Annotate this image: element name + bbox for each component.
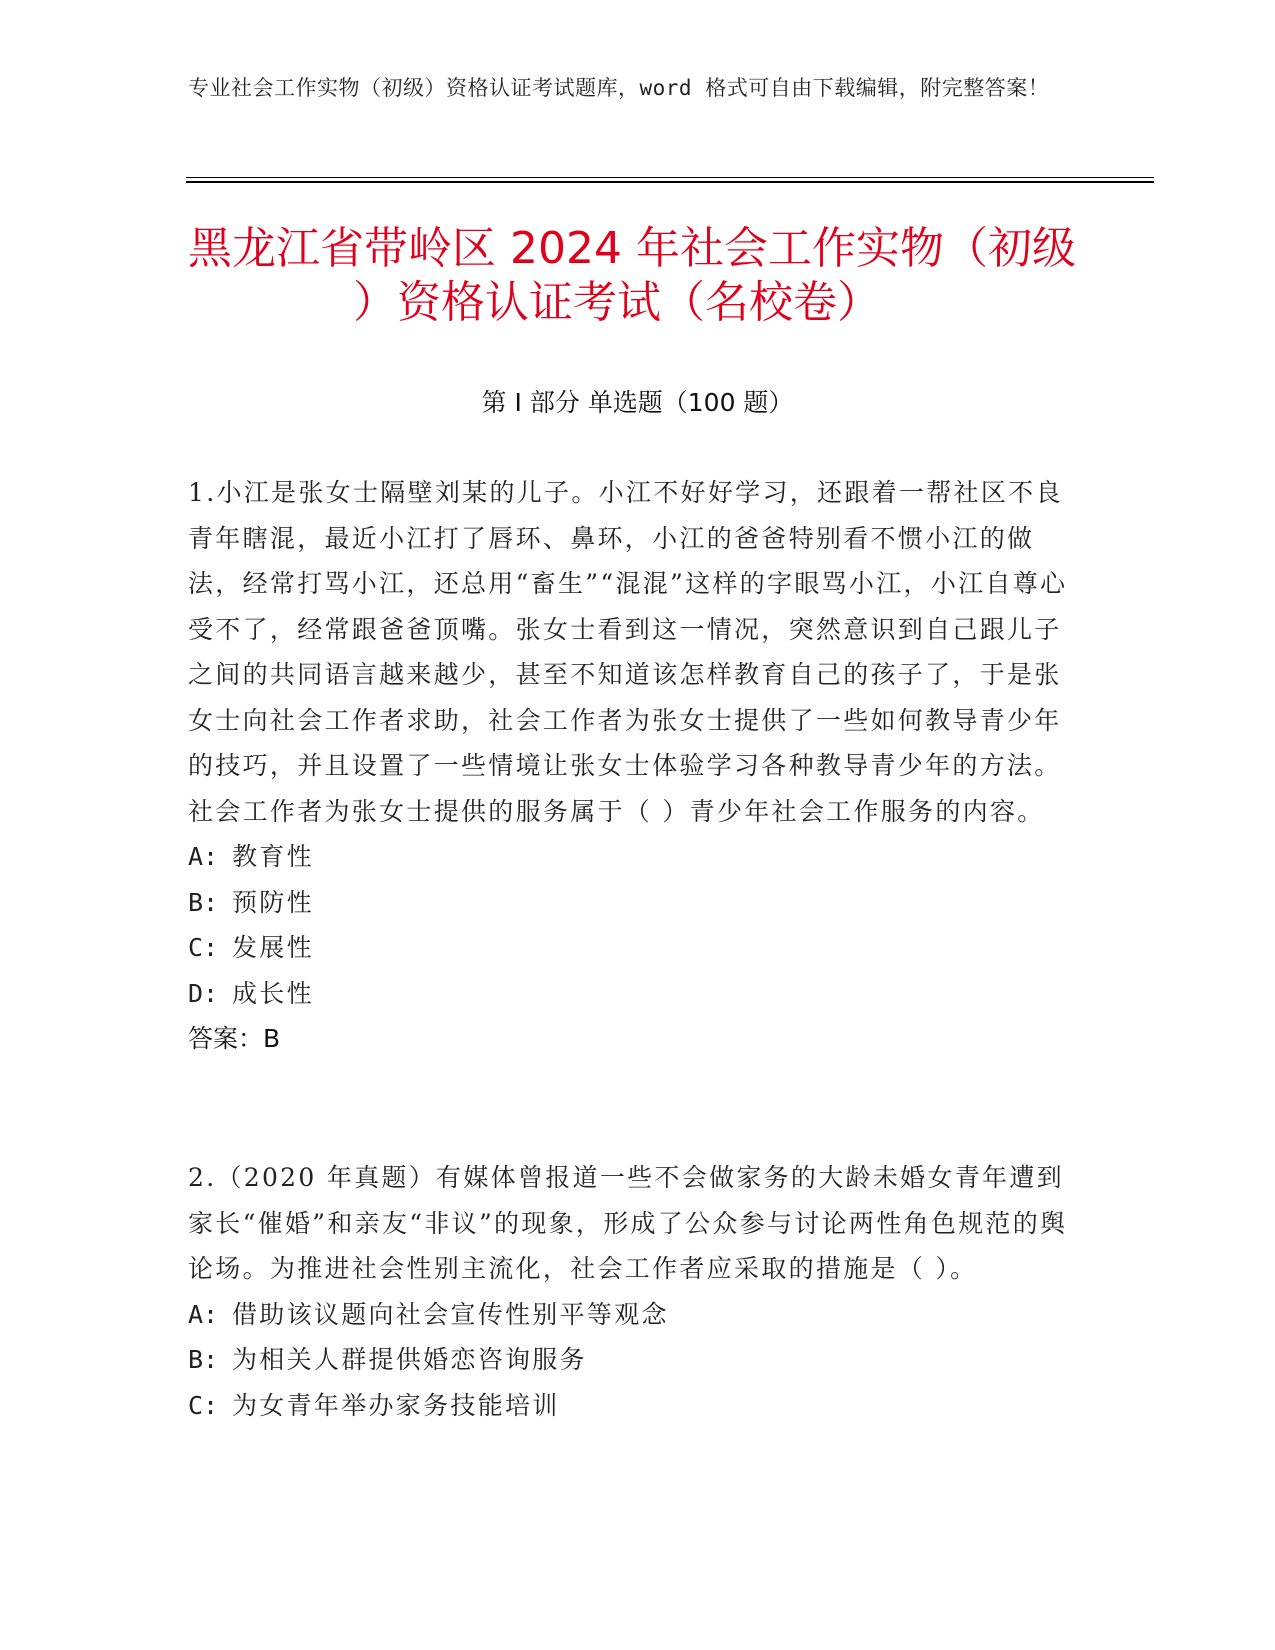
question-1 — [188, 470, 1068, 1062]
option-letter: A: — [188, 842, 219, 871]
option-b — [188, 880, 1068, 926]
header-divider-thick — [186, 181, 1154, 183]
option-letter: B: — [188, 1345, 219, 1374]
option-text: 教育性 — [232, 842, 314, 871]
question-stem: 2.（2020 年真题）有媒体曾报道一些不会做家务的大龄未婚女青年遭到家长“催婚”和亲友“非议”的现象，形成了公众参与讨论两性角色规范的舆论场。为推进社会性别主流化，社会工作者应采取的措施是（ ）。 — [188, 1163, 1068, 1283]
option-list — [188, 834, 1068, 1016]
option-a — [188, 834, 1068, 880]
option-a — [188, 1292, 1068, 1338]
option-text: 成长性 — [232, 978, 314, 1008]
option-c — [188, 925, 1068, 971]
option-letter: B: — [188, 887, 219, 917]
question-2 — [188, 1155, 1068, 1428]
option-text: 为相关人群提供婚恋咨询服务 — [232, 1345, 587, 1374]
document-title-line1: 黑龙江省带岭区 2024 年社会工作实物（初级 — [188, 223, 1076, 274]
option-text: 借助该议题向社会宣传性别平等观念 — [232, 1299, 669, 1329]
header-divider-thin — [186, 177, 1154, 178]
header-note: 专业社会工作实物（初级）资格认证考试题库，word 格式可自由下载编辑，附完整答案！ — [188, 76, 1050, 100]
option-c — [188, 1383, 1068, 1429]
option-text: 为女青年举办家务技能培训 — [232, 1390, 560, 1420]
option-letter: C: — [188, 933, 219, 962]
option-d — [188, 971, 1068, 1017]
option-list — [188, 1292, 1068, 1429]
option-text: 预防性 — [232, 887, 314, 917]
option-text: 发展性 — [232, 933, 314, 962]
option-b — [188, 1337, 1068, 1383]
option-letter: A: — [188, 1299, 219, 1329]
option-letter: C: — [188, 1390, 219, 1420]
document-title — [188, 222, 1088, 330]
option-letter: D: — [188, 978, 219, 1008]
document-title-line2: ）资格认证考试（名校卷） — [353, 277, 881, 328]
answer: 答案：B — [188, 1024, 281, 1053]
question-stem: 1.小江是张女士隔壁刘某的儿子。小江不好好学习，还跟着一帮社区不良青年瞎混，最近小江打了唇环、鼻环，小江的爸爸特别看不惯小江的做法，经常打骂小江，还总用“畜生”“混混”这样的字眼骂小江，小江自尊心受不了，经常跟爸爸顶嘴。张女士看到这一情况，突然意识到自己跟儿子之间的共同语言越来越少，甚至不知道该怎样教育自己的孩子了，于是张女士向社会工作者求助，社会工作者为张女士提供了一些如何教导青少年的技巧，并且设置了一些情境让张女士体验学习各种教导青少年的方法。社会工作者为张女士提供的服务属于（ ）青少年社会工作服务的内容。 — [188, 478, 1068, 826]
section-title: 第 I 部分 单选题（100 题） — [481, 388, 794, 417]
